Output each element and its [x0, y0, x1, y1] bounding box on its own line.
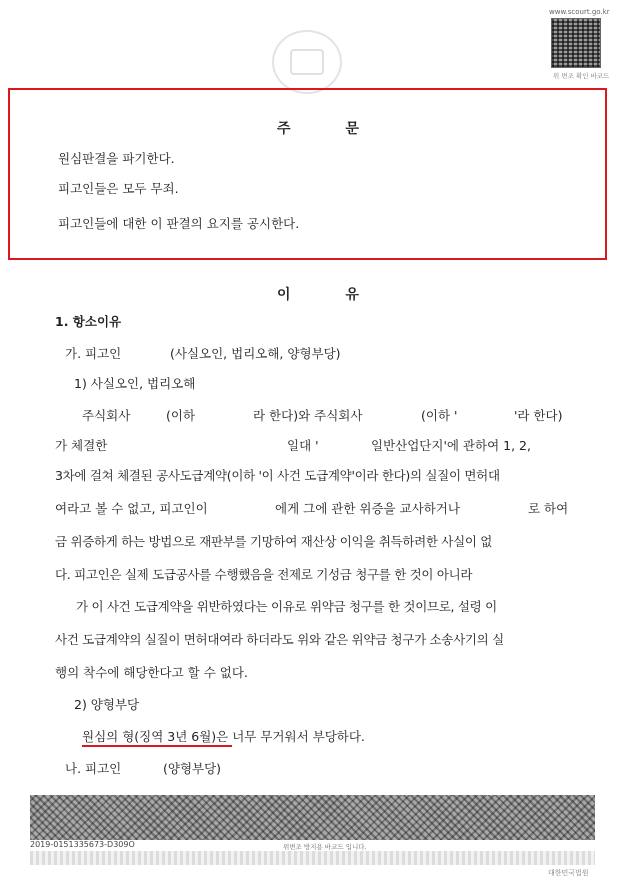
para-text: 사건 도급계약의 실질이 면허대여라 하더라도 위와 같은 위약금 청구가 소송사기의 실: [55, 632, 504, 647]
para-text: (이하: [166, 408, 196, 423]
security-pattern-band: [30, 795, 595, 840]
qr-code: [551, 18, 601, 68]
sentencing-text: 원심의 형(징역 3년 6월)은 너무 무거워서 부당하다.: [82, 729, 365, 744]
para-text: 일대 ': [287, 438, 319, 453]
para-text: 라 한다)와 주식회사: [253, 408, 363, 423]
order-line: 원심판결을 파기한다.: [58, 151, 175, 166]
para-text: 가 체결한: [55, 438, 108, 453]
qr-caption: 위 변조 확인 바코드: [553, 72, 610, 80]
item-fact-law: 1) 사실오인, 법리오해: [74, 376, 196, 391]
para-text: 로 하여: [528, 501, 569, 516]
document-number: 2019-0151335673-D309O: [30, 840, 135, 849]
para-text: 가 이 사건 도급계약을 위반하였다는 이유로 위약금 청구를 한 것이므로, 설령 이: [76, 599, 497, 614]
subheading-na-reasons: (양형부당): [163, 761, 222, 776]
heading-appeal-reasons: 1. 항소이유: [55, 314, 122, 329]
item-sentencing: 2) 양형부당: [74, 697, 140, 712]
para-text: 일반산업단지'에 관하여 1, 2,: [371, 438, 531, 453]
order-line: 피고인들은 모두 무죄.: [58, 181, 179, 196]
para-text: 주식회사: [82, 408, 131, 423]
para-text: 3차에 걸쳐 체결된 공사도급계약(이하 '이 사건 도급계약'이라 한다)의 실질이 면허대: [55, 468, 500, 483]
court-logo: 대한민국법원: [548, 869, 589, 877]
subheading-defendant-na: 나. 피고인: [65, 761, 122, 776]
para-text: '라 한다): [514, 408, 563, 423]
court-seal-watermark: [272, 30, 342, 94]
para-text: (이하 ': [421, 408, 458, 423]
order-title: 주 문: [277, 121, 360, 137]
sentencing-underline: [82, 745, 232, 747]
reason-title: 이 유: [277, 287, 360, 303]
site-url: www.scourt.go.kr: [549, 8, 610, 16]
security-strip: [30, 851, 595, 865]
para-text: 여라고 볼 수 없고, 피고인이: [55, 501, 208, 516]
para-text: 행의 착수에 해당한다고 할 수 없다.: [55, 665, 248, 680]
para-text: 금 위증하게 하는 방법으로 재판부를 기망하여 재산상 이익을 취득하려한 사실이 없: [55, 534, 493, 549]
footer-note: 위변조 방지용 바코드 입니다.: [283, 843, 367, 851]
subheading-ga-reasons: (사실오인, 법리오해, 양형부당): [170, 346, 341, 361]
para-text: 에게 그에 관한 위증을 교사하거나: [275, 501, 460, 516]
seal-emblem-icon: [290, 49, 324, 75]
order-line: 피고인들에 대한 이 판결의 요지를 공시한다.: [58, 216, 300, 231]
para-text: 다. 피고인은 실제 도급공사를 수행했음을 전제로 기성금 청구를 한 것이 아니라: [55, 567, 473, 582]
order-highlight-box: [8, 88, 607, 260]
subheading-defendant-ga: 가. 피고인: [65, 346, 122, 361]
